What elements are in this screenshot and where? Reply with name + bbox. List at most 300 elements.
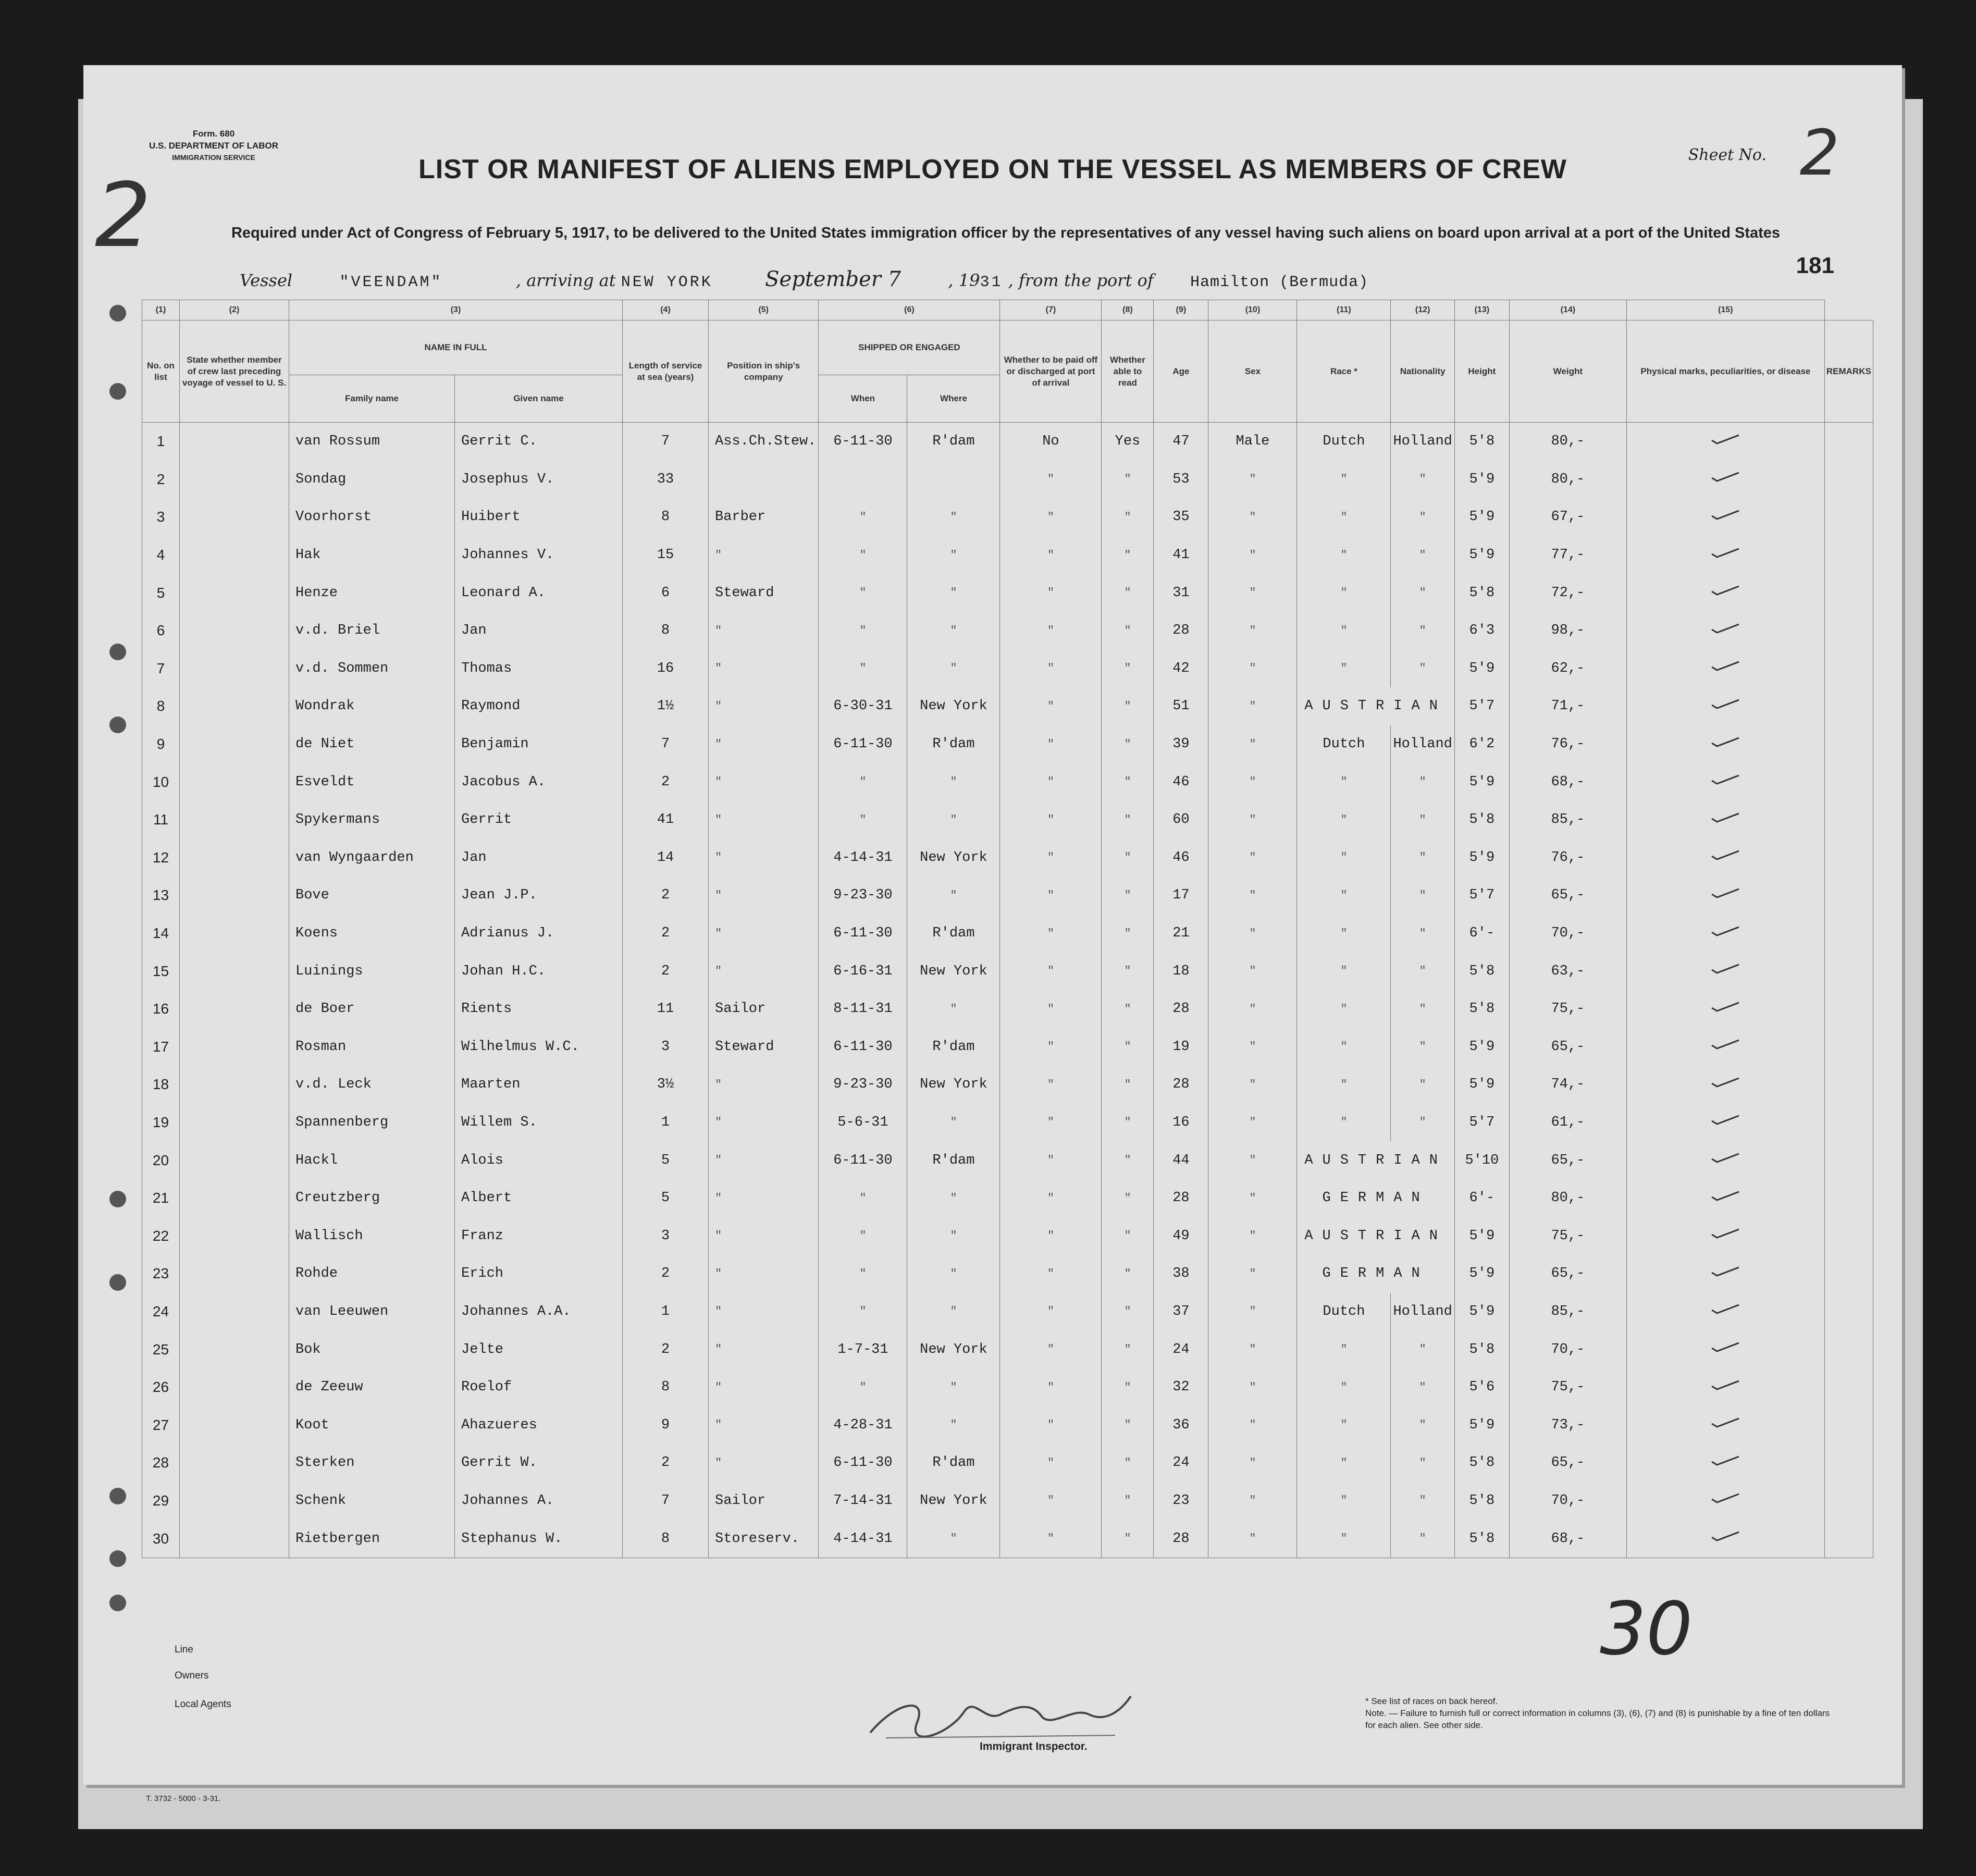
race-cell: ": [1297, 1406, 1391, 1444]
position-cell: ": [709, 536, 819, 574]
vessel-name: "VEENDAM": [339, 274, 443, 291]
height-cell: 5'9: [1454, 1406, 1509, 1444]
able-to-read-cell: ": [1102, 1066, 1154, 1104]
age-cell: 16: [1154, 1104, 1208, 1142]
family-name-cell: Bok: [289, 1330, 455, 1368]
length-of-service-cell: 1½: [623, 687, 709, 725]
shipped-where-cell: [907, 461, 1000, 499]
nationality-cell: ": [1391, 839, 1454, 877]
remarks-cell: [1824, 915, 1873, 953]
able-to-read-cell: ": [1102, 915, 1154, 953]
col-number-14: (14): [1509, 300, 1626, 320]
remarks-cell: [1824, 763, 1873, 801]
shipped-when-cell: 4-14-31: [819, 839, 907, 877]
crew-last-voyage-cell: [180, 1066, 289, 1104]
remarks-cell: [1824, 1368, 1873, 1406]
height-cell: 5'9: [1454, 1293, 1509, 1331]
paid-off-cell: ": [1000, 650, 1102, 688]
height-cell: 5'9: [1454, 1255, 1509, 1293]
paid-off-cell: ": [1000, 1293, 1102, 1331]
height-cell: 5'9: [1454, 498, 1509, 536]
able-to-read-cell: ": [1102, 1330, 1154, 1368]
nationality-cell: ": [1391, 1104, 1454, 1142]
shipped-where-cell: ": [907, 801, 1000, 839]
paid-off-cell: ": [1000, 1482, 1102, 1520]
sex-cell: ": [1208, 1066, 1297, 1104]
given-name-cell: Jan: [455, 612, 623, 650]
shipped-where-cell: ": [907, 650, 1000, 688]
given-name-cell: Gerrit: [455, 801, 623, 839]
sex-cell: ": [1208, 1406, 1297, 1444]
remarks-cell: [1824, 1066, 1873, 1104]
from-port: Hamilton (Bermuda): [1190, 274, 1369, 291]
sex-cell: ": [1208, 952, 1297, 990]
punch-hole-icon: [109, 1550, 126, 1567]
header-remarks: REMARKS: [1824, 320, 1873, 423]
sex-cell: ": [1208, 1217, 1297, 1255]
check-mark-icon: [1711, 1227, 1740, 1240]
given-name-cell: Franz: [455, 1217, 623, 1255]
given-name-cell: Adrianus J.: [455, 915, 623, 953]
header-nationality: Nationality: [1391, 320, 1454, 423]
table-row: [142, 687, 1873, 725]
height-cell: 5'9: [1454, 1217, 1509, 1255]
able-to-read-cell: ": [1102, 1217, 1154, 1255]
length-of-service-cell: 16: [623, 650, 709, 688]
shipped-where-cell: ": [907, 1406, 1000, 1444]
shipped-when-cell: ": [819, 1255, 907, 1293]
weight-cell: 62,-: [1509, 650, 1626, 688]
arriving-label: , arriving at: [515, 270, 616, 290]
family-name-cell: Rietbergen: [289, 1520, 455, 1558]
remarks-cell: [1824, 1330, 1873, 1368]
physical-marks-cell: [1626, 1520, 1824, 1558]
paid-off-cell: ": [1000, 1520, 1102, 1558]
race-cell: ": [1297, 612, 1391, 650]
length-of-service-cell: 3: [623, 1217, 709, 1255]
shipped-where-cell: R'dam: [907, 1444, 1000, 1482]
weight-cell: 98,-: [1509, 612, 1626, 650]
height-cell: 5'8: [1454, 990, 1509, 1028]
weight-cell: 75,-: [1509, 1368, 1626, 1406]
nationality-cell: ": [1391, 915, 1454, 953]
age-cell: 39: [1154, 725, 1208, 763]
age-cell: 28: [1154, 990, 1208, 1028]
col-number-3: (3): [289, 300, 623, 320]
crew-last-voyage-cell: [180, 877, 289, 915]
crew-last-voyage-cell: [180, 574, 289, 612]
race-cell: ": [1297, 763, 1391, 801]
physical-marks-cell: [1626, 1482, 1824, 1520]
family-name-cell: Henze: [289, 574, 455, 612]
race-cell: ": [1297, 1368, 1391, 1406]
paid-off-cell: No: [1000, 423, 1102, 461]
shipped-when-cell: 4-28-31: [819, 1406, 907, 1444]
race-cell: GERMAN: [1297, 1179, 1454, 1217]
punch-hole-icon: [109, 1274, 126, 1291]
remarks-cell: [1824, 1406, 1873, 1444]
crew-last-voyage-cell: [180, 1293, 289, 1331]
age-cell: 28: [1154, 1179, 1208, 1217]
family-name-cell: v.d. Leck: [289, 1066, 455, 1104]
family-name-cell: Sondag: [289, 461, 455, 499]
immigrant-inspector-label: Immigrant Inspector.: [980, 1741, 1088, 1752]
physical-marks-cell: [1626, 423, 1824, 461]
able-to-read-cell: ": [1102, 1028, 1154, 1066]
family-name-cell: Sterken: [289, 1444, 455, 1482]
shipped-where-cell: ": [907, 990, 1000, 1028]
sex-cell: ": [1208, 915, 1297, 953]
row-number-cell: 13: [142, 877, 180, 915]
given-name-cell: Jean J.P.: [455, 877, 623, 915]
weight-cell: 76,-: [1509, 839, 1626, 877]
remarks-cell: [1824, 574, 1873, 612]
family-name-cell: Hak: [289, 536, 455, 574]
crew-last-voyage-cell: [180, 1520, 289, 1558]
remarks-cell: [1824, 687, 1873, 725]
able-to-read-cell: ": [1102, 536, 1154, 574]
punch-hole-icon: [109, 1488, 126, 1504]
arrival-date: September 7: [765, 267, 901, 291]
physical-marks-cell: [1626, 952, 1824, 990]
table-row: [142, 915, 1873, 953]
weight-cell: 65,-: [1509, 1255, 1626, 1293]
given-name-cell: Jelte: [455, 1330, 623, 1368]
row-number-cell: 15: [142, 952, 180, 990]
position-cell: ": [709, 1406, 819, 1444]
remarks-cell: [1824, 1179, 1873, 1217]
weight-cell: 77,-: [1509, 536, 1626, 574]
given-name-cell: Johannes V.: [455, 536, 623, 574]
age-cell: 24: [1154, 1444, 1208, 1482]
crew-last-voyage-cell: [180, 1330, 289, 1368]
weight-cell: 75,-: [1509, 1217, 1626, 1255]
nationality-cell: ": [1391, 952, 1454, 990]
weight-cell: 65,-: [1509, 1444, 1626, 1482]
check-mark-icon: [1711, 698, 1740, 710]
header-position: Position in ship's company: [709, 320, 819, 423]
row-number-cell: 29: [142, 1482, 180, 1520]
table-row: [142, 1330, 1873, 1368]
header-length-of-service: Length of service at sea (years): [623, 320, 709, 423]
able-to-read-cell: ": [1102, 1141, 1154, 1179]
check-mark-icon: [1711, 1190, 1740, 1202]
check-mark-icon: [1711, 471, 1740, 483]
position-cell: ": [709, 763, 819, 801]
given-name-cell: Albert: [455, 1179, 623, 1217]
header-where: Where: [907, 375, 1000, 423]
crew-last-voyage-cell: [180, 725, 289, 763]
physical-marks-cell: [1626, 801, 1824, 839]
physical-marks-cell: [1626, 1104, 1824, 1142]
race-cell: ": [1297, 1520, 1391, 1558]
physical-marks-cell: [1626, 915, 1824, 953]
shipped-when-cell: 6-11-30: [819, 423, 907, 461]
check-mark-icon: [1711, 660, 1740, 672]
shipped-when-cell: ": [819, 574, 907, 612]
height-cell: 5'7: [1454, 687, 1509, 725]
length-of-service-cell: 2: [623, 1330, 709, 1368]
family-name-cell: Esveldt: [289, 763, 455, 801]
handwritten-total: 30: [1600, 1587, 1693, 1672]
nationality-cell: ": [1391, 1028, 1454, 1066]
weight-cell: 74,-: [1509, 1066, 1626, 1104]
table-row: [142, 650, 1873, 688]
row-number-cell: 23: [142, 1255, 180, 1293]
shipped-where-cell: New York: [907, 1482, 1000, 1520]
height-cell: 6'-: [1454, 915, 1509, 953]
year-suffix: 31: [980, 274, 1003, 291]
position-cell: Sailor: [709, 990, 819, 1028]
table-row: [142, 574, 1873, 612]
crew-last-voyage-cell: [180, 461, 289, 499]
table-row: [142, 1179, 1873, 1217]
able-to-read-cell: ": [1102, 574, 1154, 612]
paid-off-cell: ": [1000, 763, 1102, 801]
age-cell: 23: [1154, 1482, 1208, 1520]
position-cell: ": [709, 612, 819, 650]
age-cell: 28: [1154, 1520, 1208, 1558]
shipped-where-cell: R'dam: [907, 915, 1000, 953]
race-cell: ": [1297, 574, 1391, 612]
length-of-service-cell: 41: [623, 801, 709, 839]
sex-cell: ": [1208, 650, 1297, 688]
height-cell: 5'6: [1454, 1368, 1509, 1406]
able-to-read-cell: ": [1102, 1444, 1154, 1482]
check-mark-icon: [1711, 1152, 1740, 1164]
race-cell: ": [1297, 536, 1391, 574]
remarks-cell: [1824, 1444, 1873, 1482]
row-number-cell: 11: [142, 801, 180, 839]
remarks-cell: [1824, 990, 1873, 1028]
length-of-service-cell: 2: [623, 952, 709, 990]
sex-cell: ": [1208, 1028, 1297, 1066]
paid-off-cell: ": [1000, 1444, 1102, 1482]
position-cell: ": [709, 1255, 819, 1293]
row-number-cell: 10: [142, 763, 180, 801]
manifest-table: [142, 300, 1873, 1558]
weight-cell: 80,-: [1509, 1179, 1626, 1217]
header-shipped: SHIPPED OR ENGAGED: [819, 320, 1000, 375]
height-cell: 5'8: [1454, 1520, 1509, 1558]
age-cell: 38: [1154, 1255, 1208, 1293]
header-given-name: Given name: [455, 375, 623, 423]
family-name-cell: de Boer: [289, 990, 455, 1028]
given-name-cell: Wilhelmus W.C.: [455, 1028, 623, 1066]
weight-cell: 70,-: [1509, 1330, 1626, 1368]
shipped-where-cell: R'dam: [907, 1141, 1000, 1179]
sex-cell: ": [1208, 1330, 1297, 1368]
paid-off-cell: ": [1000, 461, 1102, 499]
paid-off-cell: ": [1000, 839, 1102, 877]
remarks-cell: [1824, 461, 1873, 499]
race-cell: ": [1297, 650, 1391, 688]
position-cell: ": [709, 1293, 819, 1331]
table-row: [142, 1444, 1873, 1482]
nationality-cell: ": [1391, 990, 1454, 1028]
physical-marks-cell: [1626, 498, 1824, 536]
remarks-cell: [1824, 1520, 1873, 1558]
length-of-service-cell: 8: [623, 498, 709, 536]
vessel-line: [240, 267, 1368, 291]
physical-marks-cell: [1626, 461, 1824, 499]
weight-cell: 73,-: [1509, 1406, 1626, 1444]
position-cell: ": [709, 952, 819, 990]
shipped-when-cell: ": [819, 650, 907, 688]
shipped-where-cell: New York: [907, 1330, 1000, 1368]
length-of-service-cell: 6: [623, 574, 709, 612]
length-of-service-cell: 8: [623, 612, 709, 650]
row-number-cell: 1: [142, 423, 180, 461]
race-cell: ": [1297, 461, 1391, 499]
paid-off-cell: ": [1000, 1028, 1102, 1066]
punch-hole-icon: [109, 1595, 126, 1611]
age-cell: 60: [1154, 801, 1208, 839]
punch-hole-icon: [109, 383, 126, 400]
family-name-cell: v.d. Briel: [289, 612, 455, 650]
physical-marks-cell: [1626, 1217, 1824, 1255]
nationality-cell: ": [1391, 763, 1454, 801]
column-number-row: [142, 300, 1873, 320]
row-number-cell: 24: [142, 1293, 180, 1331]
height-cell: 5'7: [1454, 1104, 1509, 1142]
position-cell: Steward: [709, 574, 819, 612]
punch-hole-icon: [109, 717, 126, 733]
length-of-service-cell: 1: [623, 1104, 709, 1142]
length-of-service-cell: 2: [623, 915, 709, 953]
table-row: [142, 725, 1873, 763]
crew-last-voyage-cell: [180, 1255, 289, 1293]
row-number-cell: 19: [142, 1104, 180, 1142]
corner-mark: 2: [95, 164, 152, 267]
crew-last-voyage-cell: [180, 839, 289, 877]
able-to-read-cell: ": [1102, 877, 1154, 915]
shipped-when-cell: ": [819, 612, 907, 650]
col-number-2: (2): [180, 300, 289, 320]
table-row: [142, 1217, 1873, 1255]
family-name-cell: Luinings: [289, 952, 455, 990]
shipped-when-cell: 6-16-31: [819, 952, 907, 990]
shipped-where-cell: R'dam: [907, 423, 1000, 461]
position-cell: ": [709, 687, 819, 725]
table-row: [142, 990, 1873, 1028]
length-of-service-cell: 8: [623, 1368, 709, 1406]
punch-hole-icon: [109, 305, 126, 322]
crew-last-voyage-cell: [180, 498, 289, 536]
family-name-cell: van Leeuwen: [289, 1293, 455, 1331]
header-age: Age: [1154, 320, 1208, 423]
table-body: [142, 423, 1873, 1558]
col-number-6: (6): [819, 300, 1000, 320]
shipped-where-cell: New York: [907, 1066, 1000, 1104]
remarks-cell: [1824, 952, 1873, 990]
header-weight: Weight: [1509, 320, 1626, 423]
table-row: [142, 1066, 1873, 1104]
crew-last-voyage-cell: [180, 650, 289, 688]
paid-off-cell: ": [1000, 1217, 1102, 1255]
row-number-cell: 30: [142, 1520, 180, 1558]
table-row: [142, 1255, 1873, 1293]
height-cell: 6'2: [1454, 725, 1509, 763]
table-row: [142, 1141, 1873, 1179]
height-cell: 5'10: [1454, 1141, 1509, 1179]
given-name-cell: Thomas: [455, 650, 623, 688]
position-cell: ": [709, 1179, 819, 1217]
given-name-cell: Gerrit C.: [455, 423, 623, 461]
sex-cell: ": [1208, 877, 1297, 915]
position-cell: Ass.Ch.Stew.: [709, 423, 819, 461]
table-row: [142, 801, 1873, 839]
weight-cell: 70,-: [1509, 1482, 1626, 1520]
given-name-cell: Maarten: [455, 1066, 623, 1104]
sex-cell: ": [1208, 536, 1297, 574]
race-cell: ": [1297, 1028, 1391, 1066]
age-cell: 41: [1154, 536, 1208, 574]
position-cell: ": [709, 915, 819, 953]
race-cell: AUSTRIAN: [1297, 1217, 1454, 1255]
crew-last-voyage-cell: [180, 1141, 289, 1179]
form-number: Form. 680: [192, 129, 235, 139]
position-cell: ": [709, 1217, 819, 1255]
shipped-where-cell: ": [907, 612, 1000, 650]
length-of-service-cell: 15: [623, 536, 709, 574]
row-number-cell: 16: [142, 990, 180, 1028]
position-cell: [709, 461, 819, 499]
length-of-service-cell: 2: [623, 763, 709, 801]
age-cell: 35: [1154, 498, 1208, 536]
crew-last-voyage-cell: [180, 990, 289, 1028]
row-number-cell: 17: [142, 1028, 180, 1066]
signature-icon: [865, 1686, 1136, 1745]
row-number-cell: 4: [142, 536, 180, 574]
shipped-when-cell: ": [819, 498, 907, 536]
physical-marks-cell: [1626, 1255, 1824, 1293]
local-agents-label: Local Agents: [175, 1699, 231, 1710]
header-able-to-read: Whether able to read: [1102, 320, 1154, 423]
physical-marks-cell: [1626, 574, 1824, 612]
paid-off-cell: ": [1000, 1406, 1102, 1444]
weight-cell: 85,-: [1509, 1293, 1626, 1331]
check-mark-icon: [1711, 1076, 1740, 1089]
shipped-when-cell: ": [819, 1368, 907, 1406]
able-to-read-cell: ": [1102, 990, 1154, 1028]
nationality-cell: Holland: [1391, 1293, 1454, 1331]
header-race: Race *: [1297, 320, 1391, 423]
paid-off-cell: ": [1000, 801, 1102, 839]
weight-cell: 65,-: [1509, 1028, 1626, 1066]
shipped-when-cell: 9-23-30: [819, 1066, 907, 1104]
service: IMMIGRATION SERVICE: [172, 153, 255, 162]
age-cell: 36: [1154, 1406, 1208, 1444]
able-to-read-cell: Yes: [1102, 423, 1154, 461]
table-row: [142, 498, 1873, 536]
given-name-cell: Gerrit W.: [455, 1444, 623, 1482]
table-row: [142, 1368, 1873, 1406]
nationality-cell: ": [1391, 1520, 1454, 1558]
age-cell: 28: [1154, 612, 1208, 650]
race-cell: Dutch: [1297, 725, 1391, 763]
weight-cell: 67,-: [1509, 498, 1626, 536]
shipped-when-cell: 5-6-31: [819, 1104, 907, 1142]
form-code: T. 3732 - 5000 - 3-31.: [146, 1794, 221, 1803]
paid-off-cell: ": [1000, 687, 1102, 725]
page-title: LIST OR MANIFEST OF ALIENS EMPLOYED ON THE VESSEL AS MEMBERS OF CREW: [418, 154, 1567, 184]
row-number-cell: 21: [142, 1179, 180, 1217]
physical-marks-cell: [1626, 612, 1824, 650]
physical-marks-cell: [1626, 725, 1824, 763]
shipped-when-cell: 8-11-31: [819, 990, 907, 1028]
shipped-when-cell: ": [819, 1293, 907, 1331]
